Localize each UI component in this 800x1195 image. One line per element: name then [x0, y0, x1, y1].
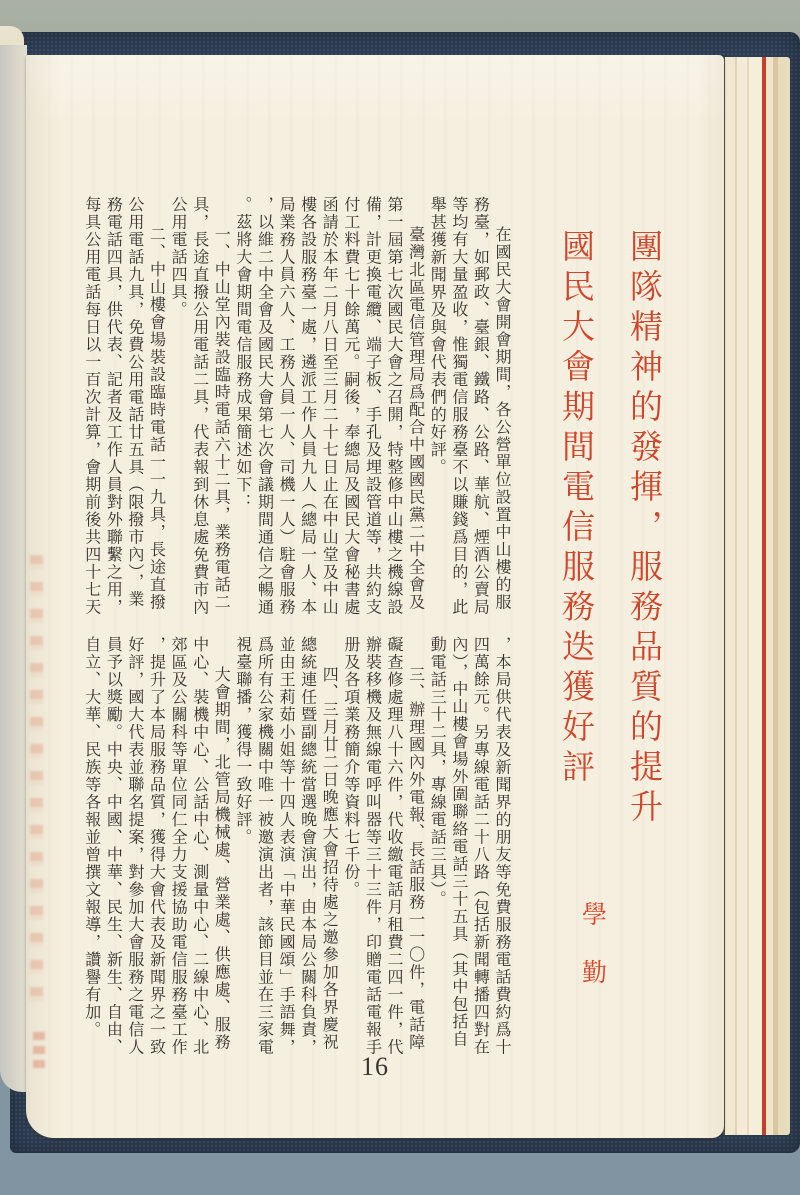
body-text-upper-register — [62, 196, 512, 617]
paragraph-4-item-2-continued: ，本局供代表及新聞界的朋友等免費服務電話費約爲十四萬餘元。另專線電話二十八路（包括新聞轉播四對在內），中山樓會場外圍聯絡電話三十五具（其中包括自動電話三十二具，專線電話三具）。 — [428, 636, 510, 1056]
seal-stamp-char-bottom: 勤 — [582, 960, 608, 987]
body-text-lower-register — [62, 636, 512, 1057]
page-number: 16 — [361, 1052, 389, 1081]
left-page-edge — [0, 45, 27, 1092]
paragraph-1: 在國民大會開會期間，各公營單位設置中山樓的服務臺，如郵政、臺銀、鐵路、公路、華航、煙酒公賣局等均有大量盈收，惟獨電信服務臺不以賺錢爲目的，此舉甚獲新聞界及與會代表們的好評。 — [428, 196, 510, 616]
paragraph-2: 臺灣北區電信管理局爲配合中國國民黨二中全會及第一屆第七次國民大會之召開，特整修中山樓之機線設備，計更換電纜、端子板、手孔及埋設管道等，共約支付工料費七十餘萬元。嗣後，奉總局及國民大會秘書處函請於本年二月八日至三月二十七日止在中山堂及中山樓各設服務臺一處，遴派工作人員九人（總局一人、本局業務人員六人、工務人員一人、司機一人）駐會服務，以維二中全會及國民大會第七次會議期間通信之暢通。茲將大會期間電信服務成果簡述如下： — [233, 196, 424, 616]
paragraph-4-item-2: 二、中山樓會場裝設臨時電話一一九具，長途直撥公用電話九具，免費公用電話廿五具（限撥市內），業務電話四具，供代表、記者及工作人員對外聯繫之用，每具公用電話每日以一百次計算，會期前後共四十七天 — [82, 196, 165, 616]
article-title-line-1: 團隊精神的發揮，服務品質的提升 — [625, 229, 661, 829]
paragraph-6-item-4: 四、三月廿二日晚應大會招待處之邀參加各界慶祝總統連任暨副總統當選晚會演出，由本局公關科負責，並由王莉茹小姐等十四人表演「中華民國頌」手語舞，爲所有公家機關中唯一被邀演出者，該節目並在三家電視臺聯播，獲得一致好評。 — [233, 636, 338, 1056]
ink-bleed-strip — [30, 555, 43, 1013]
paragraph-3-item-1: 一、中山堂內裝設臨時電話六十二具，業務電話二具，長途直撥公用電話二具，代表報到休息處免費市內公用電話四具。 — [169, 196, 230, 616]
article-title-line-2: 國民大會期間電信服務迭獲好評 — [557, 229, 593, 789]
article-title — [541, 229, 677, 869]
seal-stamp-char-top: 學 — [582, 902, 608, 929]
page-edge-stack — [723, 57, 790, 1135]
paragraph-5-item-3: 三、辦理國內外電報、長話服務一一〇件，電話障礙查修處理八十六件，代收繳電話月租費二四一件，代辦裝移機及無線電呼叫器等三十三件，印贈電話電報手册及各項業務簡介等資料七千份。 — [341, 636, 424, 1056]
paragraph-7: 大會期間，北管局機械處、營業處、供應處、服務中心、裝機中心、公話中心、測量中心、二線中心、北郊區及公關科等單位同仁全力支援協助電信服務臺工作，提升了本局服務品質，獲得大會代表及新聞界之一致好評，國大代表並聯名提案，對參加大會服務之電信人員予以獎勵。中央、中國、中華、民生、新生、自由、自立、大華、民族等各報並曾撰文報導，讚譽有加。 — [82, 636, 230, 1056]
